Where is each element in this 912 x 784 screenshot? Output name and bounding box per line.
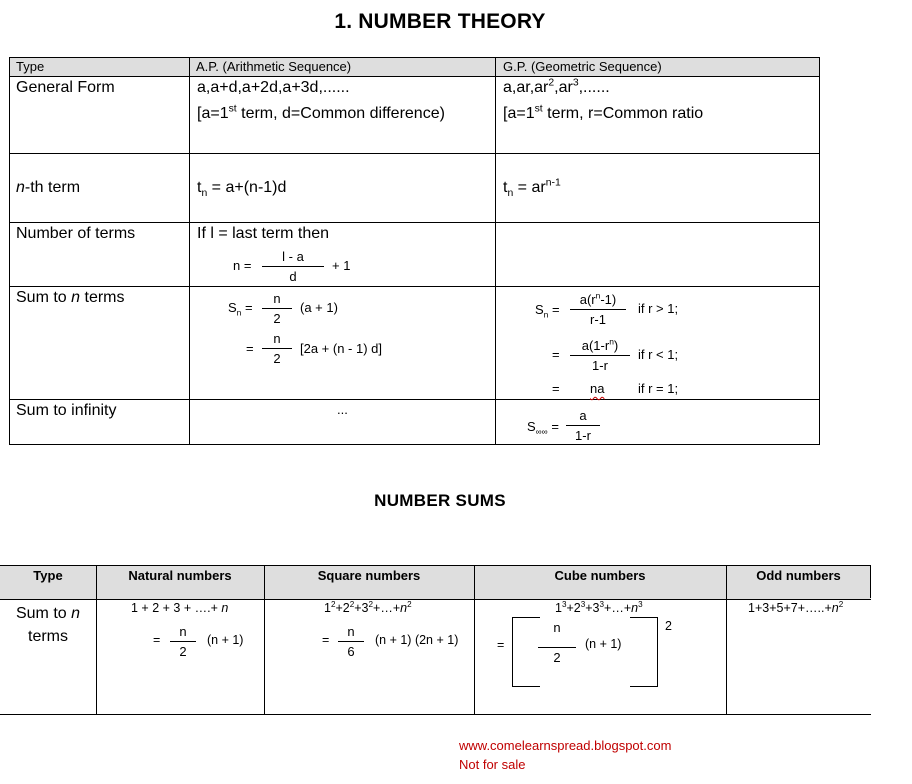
gp-sum-eq-3: = [552, 381, 560, 396]
row-label-nth-term: n-th term [16, 179, 81, 196]
gp-sum-fraction-1: $a(r^n-1)$ r-1 [570, 292, 626, 327]
square-fraction: n 6 [338, 624, 364, 659]
header-ap: A.P. (Arithmetic Sequence) [196, 59, 352, 74]
gp-sum-fraction-2: $a(1-r^n)$ 1-r [570, 338, 630, 373]
gp-sum-eq-2: = [552, 347, 560, 362]
gp-cond-2: if r < 1; [638, 347, 679, 362]
gp-general-form: $a,ar,ar^2,ar^3$,...... [503, 77, 610, 96]
square-eq: = [322, 633, 330, 647]
ap-plus-one: + 1 [332, 258, 351, 273]
ap-sn-symbol: $S_n$ = [228, 300, 253, 318]
gp-cond-3: if r = 1; [638, 381, 679, 396]
ap-general-form-note: [a=1st term, d=Common difference) [197, 103, 445, 122]
ap-sum-fraction-1: n 2 [262, 291, 292, 326]
ap-sum-infinity: ... [337, 402, 348, 417]
cube-power: 2 [665, 619, 672, 633]
header-cube: Cube numbers [554, 568, 646, 583]
ap-number-of-terms-fraction: l - a d [262, 249, 324, 284]
gp-nth-term: $t_n = ar^{n-1}$ [503, 177, 561, 200]
cube-sum-series: $1^3+2^3+3^3+\dots+n^3$ [555, 599, 643, 615]
square-sum-series: $1^2+2^2+3^2+\dots+n^2$ [324, 599, 412, 615]
header-natural: Natural numbers [128, 568, 232, 583]
ap-sum-rest-1: (a + 1) [300, 300, 338, 315]
ap-sum-rest-2: [2a + (n - 1) d] [300, 341, 383, 356]
square-rest: (n + 1) (2n + 1) [375, 633, 459, 647]
header-gp: G.P. (Geometric Sequence) [503, 59, 662, 74]
header-square: Square numbers [317, 568, 421, 583]
gp-general-form-note: [a=1st term, r=Common ratio [503, 103, 704, 122]
cube-rest: (n + 1) [585, 637, 622, 651]
natural-sum-series: 1 + 2 + 3 + ….+ n [131, 601, 229, 615]
footer-note: Not for sale [459, 757, 526, 772]
gp-cond-1: if r > 1; [638, 301, 679, 316]
page-title: 1. NUMBER THEORY [334, 10, 546, 33]
natural-fraction: n 2 [170, 624, 196, 659]
ap-number-of-terms-text: If l = last term then [197, 225, 330, 242]
gp-sn-symbol: $S_n$ = [535, 302, 560, 320]
gp-na: na [590, 381, 605, 396]
row-label-sum-infinity: Sum to infinity [16, 402, 117, 419]
odd-sum-series: $1+3+5+7+\dots..+n^2$ [748, 599, 844, 615]
header-type: Type [16, 59, 45, 74]
natural-rest: (n + 1) [207, 633, 244, 647]
header-odd: Odd numbers [756, 568, 841, 583]
row-label-number-of-terms: Number of terms [16, 225, 136, 242]
section-title-number-sums: NUMBER SUMS [374, 491, 506, 510]
gp-sum-infinity-fraction: a 1-r [566, 408, 600, 443]
gp-s-infinity-symbol: $S_{\infty\infty}$ = [527, 419, 559, 437]
row-label-sum-n: Sum to n terms [16, 289, 125, 306]
ap-sum-fraction-2: n 2 [262, 331, 292, 366]
cube-eq: = [497, 638, 505, 652]
ap-n-equals: n = [233, 258, 252, 273]
row-label-general-form: General Form [16, 79, 115, 96]
ap-sum-eq-2: = [246, 341, 254, 356]
natural-eq: = [153, 633, 161, 647]
footer-url: www.comelearnspread.blogspot.com [459, 738, 672, 753]
cube-fraction: n 2 [538, 620, 576, 665]
row-label-sum-n: Sum to n terms [15, 605, 81, 645]
ap-general-form: a,a+d,a+2d,a+3d,...... [197, 79, 350, 96]
ap-nth-term: $t_n = a+(n-1)d$ [197, 179, 287, 200]
header-type: Type [33, 568, 63, 583]
table-header-row [9, 57, 820, 76]
